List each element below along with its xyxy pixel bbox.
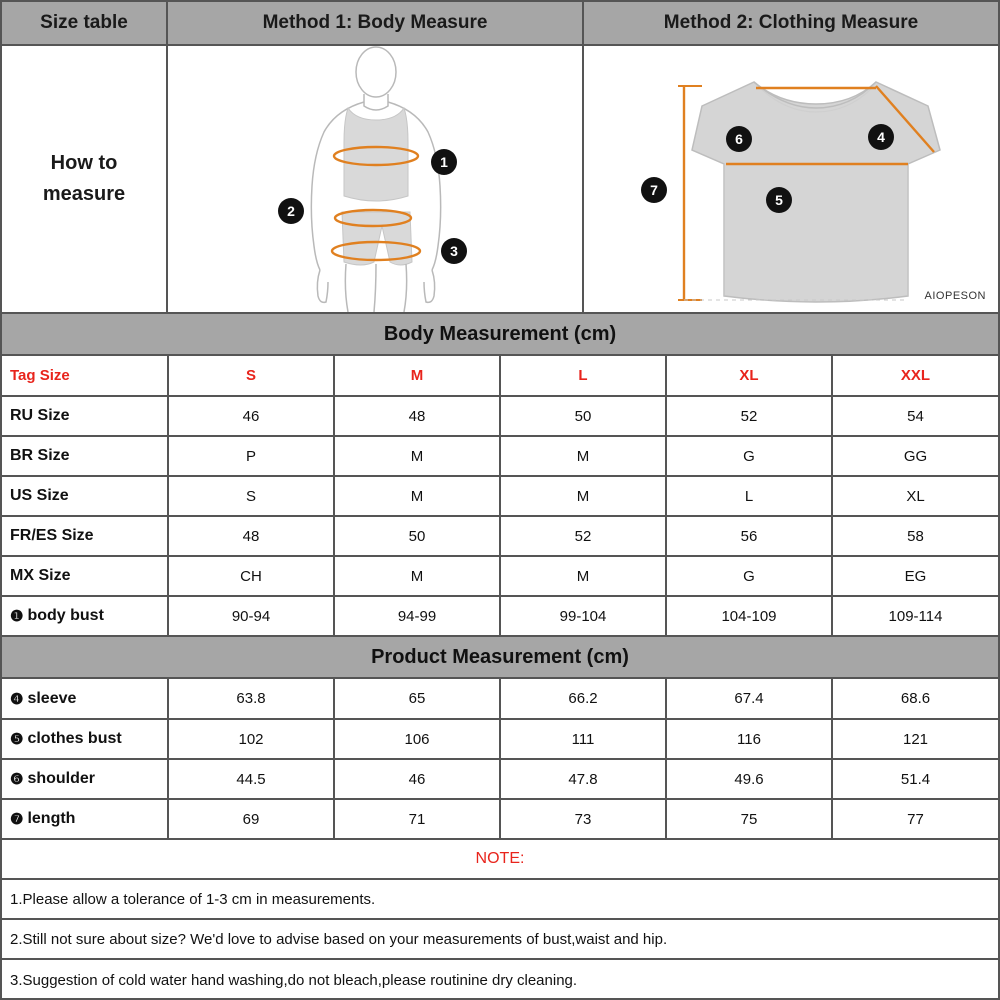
table-row [2, 556, 998, 596]
row-label-body-bust-text: body bust [27, 607, 104, 624]
cell-mx-s: CH [168, 556, 334, 596]
header-method-2: Method 2: Clothing Measure [584, 2, 998, 46]
cell-shoulder-m: 46 [334, 759, 500, 799]
cell-length-xl: 75 [666, 799, 832, 839]
marker-1-bust: 1 [431, 149, 457, 175]
row-label-length [2, 799, 168, 839]
cell-us-xl: L [666, 476, 832, 516]
row-label-shoulder-text: shoulder [27, 770, 96, 787]
cell-bodybust-xl: 104-109 [666, 596, 832, 636]
cell-fres-s: 48 [168, 516, 334, 556]
cell-us-m: M [334, 476, 500, 516]
table-row [2, 799, 998, 839]
cell-sleeve-l: 66.2 [500, 679, 666, 719]
section-product-measurement: Product Measurement (cm) [2, 637, 998, 679]
row-label-clothes-bust-text: clothes bust [27, 730, 122, 747]
col-header-tag-size: Tag Size [2, 356, 168, 396]
illustration-row [2, 46, 998, 314]
cell-clothesbust-m: 106 [334, 719, 500, 759]
col-header-s: S [168, 356, 334, 396]
cell-shoulder-l: 47.8 [500, 759, 666, 799]
marker-1-icon: ❶ [10, 608, 24, 625]
cell-br-s: P [168, 436, 334, 476]
chart-header-row [2, 2, 998, 46]
body-figure-svg [168, 46, 584, 312]
header-method-1: Method 1: Body Measure [168, 2, 584, 46]
cell-length-m: 71 [334, 799, 500, 839]
cell-br-xxl: GG [832, 436, 998, 476]
cell-us-s: S [168, 476, 334, 516]
table-header-row [2, 356, 998, 396]
header-size-table: Size table [2, 2, 168, 46]
note-line-1: 1.Please allow a tolerance of 1-3 cm in measurements. [2, 880, 998, 920]
marker-6-shoulder: 6 [726, 126, 752, 152]
body-measurement-table [2, 356, 998, 637]
table-row [2, 516, 998, 556]
cell-us-l: M [500, 476, 666, 516]
cell-shoulder-xl: 49.6 [666, 759, 832, 799]
cell-clothesbust-xl: 116 [666, 719, 832, 759]
cell-sleeve-s: 63.8 [168, 679, 334, 719]
col-header-xxl: XXL [832, 356, 998, 396]
row-label-us-size: US Size [2, 476, 168, 516]
marker-5-icon: ❺ [10, 731, 24, 748]
how-to-measure-line-1: How to [50, 152, 118, 174]
cell-ru-m: 48 [334, 396, 500, 436]
how-to-measure-line-2: measure [42, 183, 126, 205]
cell-mx-l: M [500, 556, 666, 596]
row-label-shoulder [2, 759, 168, 799]
table-row [2, 759, 998, 799]
clothing-measure-illustration [584, 46, 998, 314]
cell-length-l: 73 [500, 799, 666, 839]
cell-length-s: 69 [168, 799, 334, 839]
cell-shoulder-xxl: 51.4 [832, 759, 998, 799]
row-label-body-bust [2, 596, 168, 636]
cell-br-l: M [500, 436, 666, 476]
cell-ru-l: 50 [500, 396, 666, 436]
cell-br-xl: G [666, 436, 832, 476]
row-label-ru-size: RU Size [2, 396, 168, 436]
cell-mx-m: M [334, 556, 500, 596]
cell-clothesbust-s: 102 [168, 719, 334, 759]
cell-ru-s: 46 [168, 396, 334, 436]
col-header-xl: XL [666, 356, 832, 396]
table-row [2, 396, 998, 436]
marker-5-clothes-bust: 5 [766, 187, 792, 213]
cell-sleeve-m: 65 [334, 679, 500, 719]
cell-clothesbust-xxl: 121 [832, 719, 998, 759]
row-label-sleeve [2, 679, 168, 719]
cell-bodybust-xxl: 109-114 [832, 596, 998, 636]
cell-fres-m: 50 [334, 516, 500, 556]
brand-watermark: AIOPESON [924, 290, 986, 302]
cell-bodybust-l: 99-104 [500, 596, 666, 636]
table-row [2, 596, 998, 636]
cell-br-m: M [334, 436, 500, 476]
col-header-l: L [500, 356, 666, 396]
marker-4-icon: ❹ [10, 690, 24, 708]
cell-fres-xl: 56 [666, 516, 832, 556]
cell-mx-xxl: EG [832, 556, 998, 596]
marker-4-sleeve: 4 [868, 124, 894, 150]
marker-6-icon: ❻ [10, 771, 24, 788]
table-row [2, 476, 998, 516]
marker-2-waist: 2 [278, 198, 304, 224]
table-row [2, 436, 998, 476]
cell-length-xxl: 77 [832, 799, 998, 839]
cell-sleeve-xxl: 68.6 [832, 679, 998, 719]
marker-3-hip: 3 [441, 238, 467, 264]
cell-us-xxl: XL [832, 476, 998, 516]
cell-bodybust-m: 94-99 [334, 596, 500, 636]
marker-7-length: 7 [641, 177, 667, 203]
how-to-measure-cell [2, 46, 168, 314]
row-label-br-size: BR Size [2, 436, 168, 476]
note-line-3: 3.Suggestion of cold water hand washing,do not bleach,please routinine dry cleaning. [10, 971, 578, 989]
note-line-2: 2.Still not sure about size? We'd love to advise based on your measurements of bust,waist and hip. [2, 920, 998, 960]
row-label-clothes-bust [2, 719, 168, 759]
section-body-measurement: Body Measurement (cm) [2, 314, 998, 356]
cell-fres-l: 52 [500, 516, 666, 556]
body-measure-illustration [168, 46, 584, 314]
row-label-fres-size: FR/ES Size [2, 516, 168, 556]
cell-ru-xl: 52 [666, 396, 832, 436]
note-title: NOTE: [2, 840, 998, 880]
cell-fres-xxl: 58 [832, 516, 998, 556]
col-header-m: M [334, 356, 500, 396]
cell-sleeve-xl: 67.4 [666, 679, 832, 719]
cell-bodybust-s: 90-94 [168, 596, 334, 636]
cell-clothesbust-l: 111 [500, 719, 666, 759]
cell-ru-xxl: 54 [832, 396, 998, 436]
row-label-mx-size: MX Size [2, 556, 168, 596]
table-row [2, 679, 998, 719]
cell-mx-xl: G [666, 556, 832, 596]
row-label-length-text: length [27, 810, 76, 827]
cell-shoulder-s: 44.5 [168, 759, 334, 799]
table-row [2, 719, 998, 759]
row-label-sleeve-text: sleeve [27, 689, 77, 707]
marker-7-icon: ❼ [10, 811, 24, 828]
product-measurement-table [2, 679, 998, 840]
